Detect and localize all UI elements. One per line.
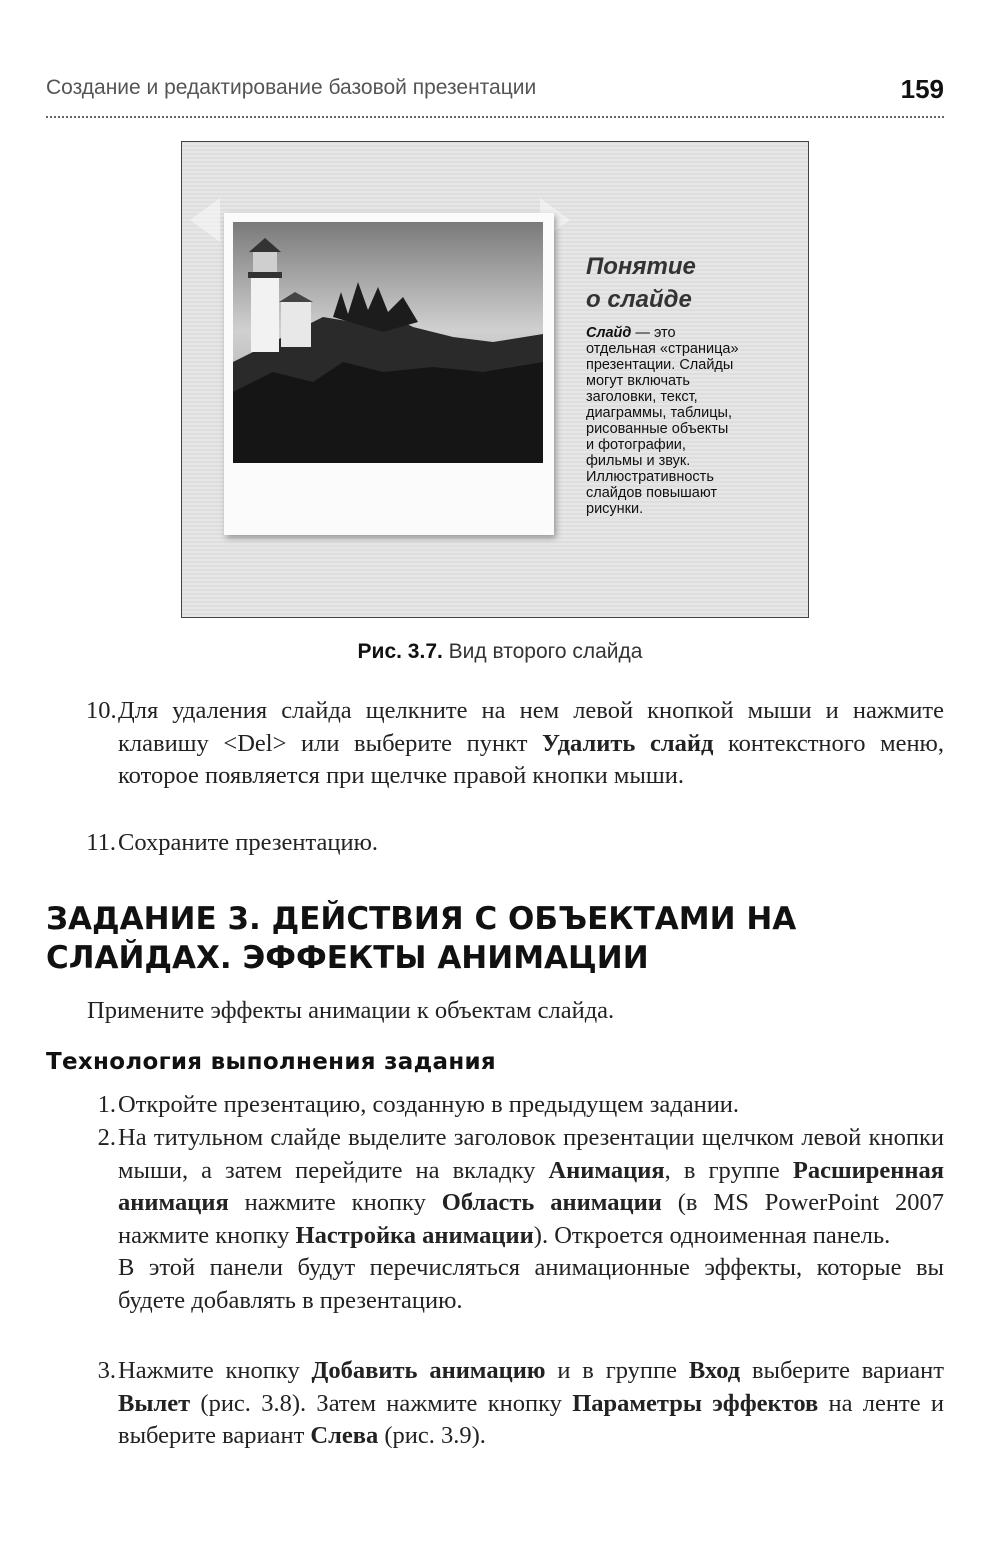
list-item: 11. Сохраните презентацию. <box>86 829 379 856</box>
slide-title: Понятие о слайде <box>586 253 696 313</box>
list-item: 2. На титульном слайде выделите заголовок презентации щелчком левой кнопки мыши, а затем перейдите на вкладку Анимация, в группе Расширенная анимация нажмите кнопку Область анимации (в MS PowerPoint 2007 нажмите кнопку Настройка анимации). Откроется одноименная панель. В этой панели будут перечисляться анимационные эффекты, которые вы будете добавлять в презентацию. <box>97 1124 944 1314</box>
list-item: 1. Откройте презентацию, созданную в предыдущем задании. <box>97 1091 740 1118</box>
section-intro: Примените эффекты анимации к объектам слайда. <box>87 997 615 1024</box>
figure-caption: Рис. 3.7. Вид второго слайда <box>357 640 643 663</box>
running-title: Создание и редактирование базовой презентации <box>46 76 537 99</box>
list-item: 3. Нажмите кнопку Добавить анимацию и в группе Вход выберите вариант Вылет (рис. 3.8). Затем нажмите кнопку Параметры эффектов на ленте и выберите вариант Слева (рис. 3.9). <box>97 1357 944 1449</box>
section-heading: ЗАДАНИЕ 3. ДЕЙСТВИЯ С ОБЪЕКТАМИ НА СЛАЙДАХ. ЭФФЕКТЫ АНИМАЦИИ <box>46 901 797 976</box>
slide-term: Слайд <box>586 325 632 341</box>
page-number: 159 <box>900 74 944 104</box>
list-item: 10. Для удаления слайда щелкните на нем левой кнопкой мыши и нажмите клавишу <Del> или выберите пункт Удалить слайд контекстного меню, которое появляется при щелчке правой кнопки мыши. <box>86 697 944 789</box>
subsection-heading: Технология выполнения задания <box>46 1049 496 1075</box>
page-header <box>46 76 944 118</box>
photo-frame <box>224 213 554 535</box>
lighthouse-photo <box>233 222 543 463</box>
slide-body-text: Слайд — это отдельная «страница» презентации. Слайды могут включать заголовки, текст, диаграммы, таблицы, рисованные объекты и фотографии, фильмы и звук. Иллюстративность слайдов повышают рисунки. <box>586 325 739 517</box>
arrow-left-icon <box>190 198 220 242</box>
